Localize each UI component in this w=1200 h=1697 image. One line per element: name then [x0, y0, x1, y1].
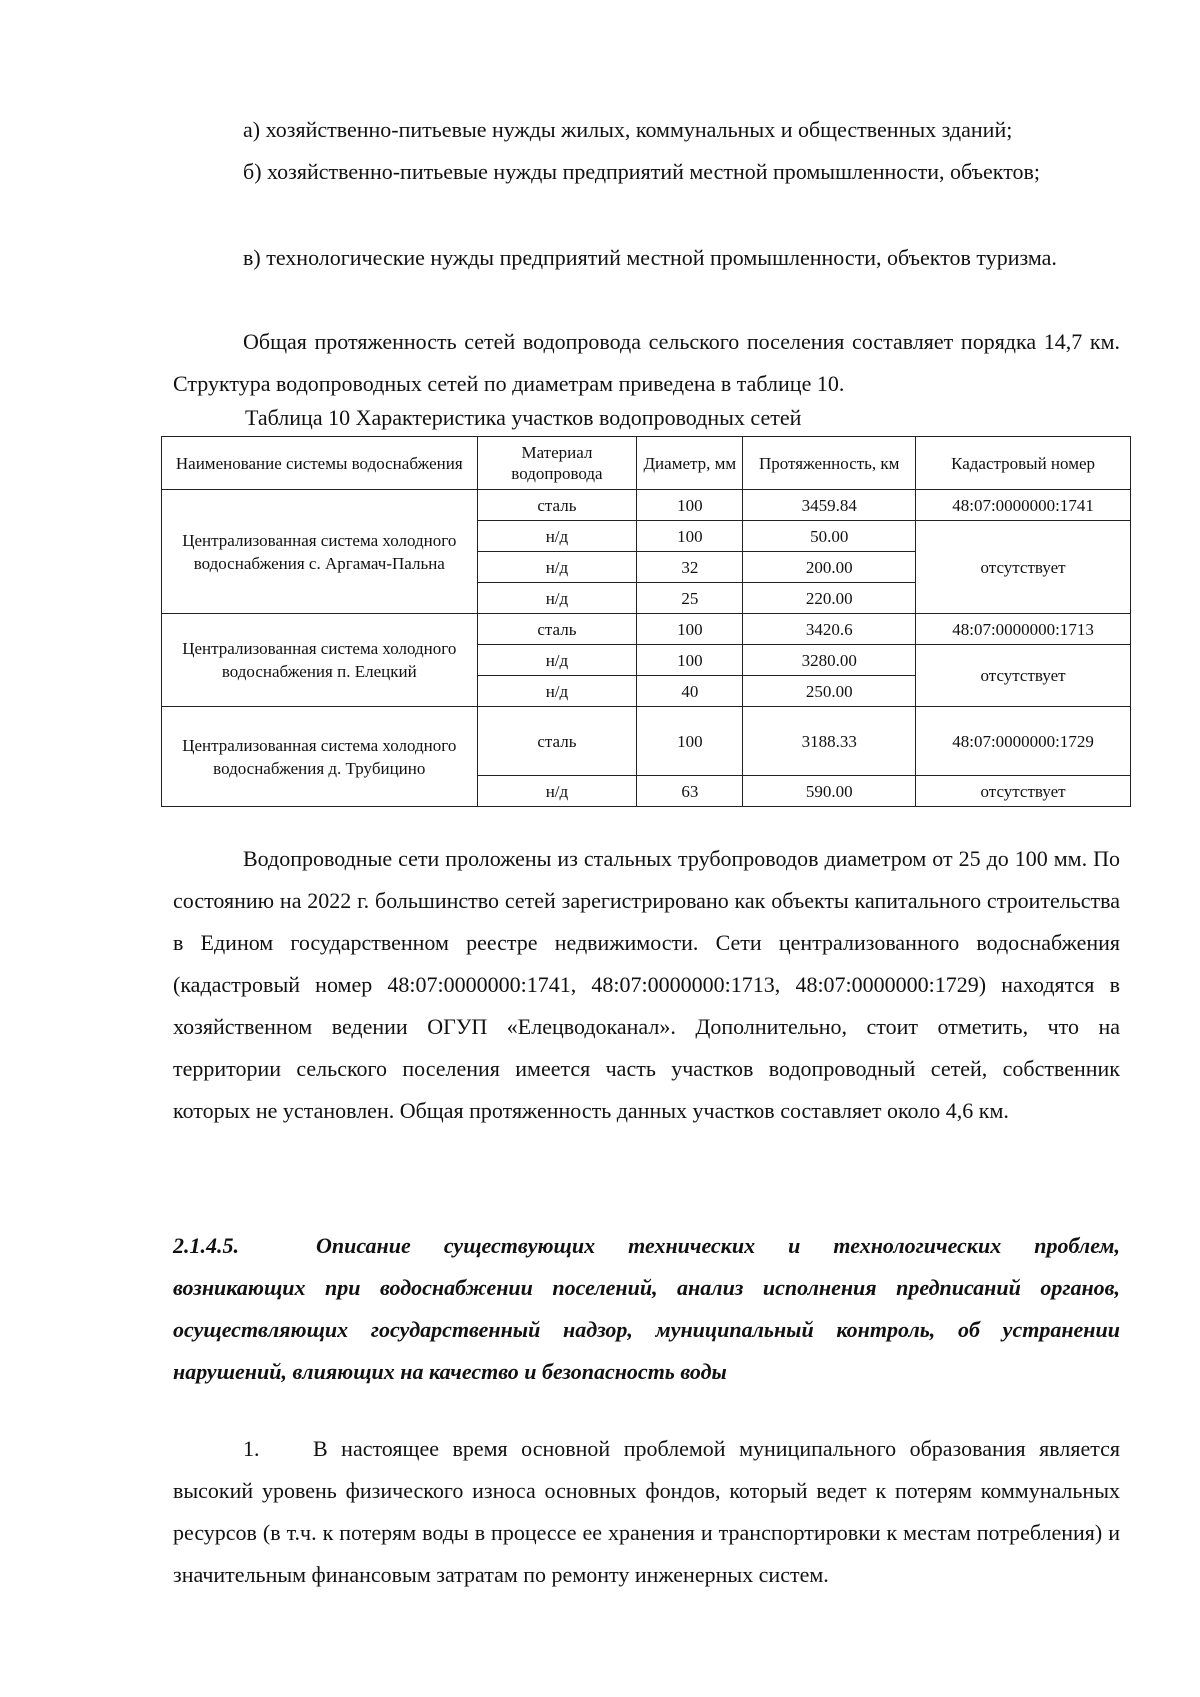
table-header-row: [162, 437, 1131, 490]
table-row: [162, 707, 1131, 776]
header-cadastral: Кадастровый номер: [916, 437, 1131, 490]
length-cell: 200.00: [743, 552, 916, 583]
header-material: Материал водопровода: [477, 437, 637, 490]
cadastral-cell: отсутствует: [916, 521, 1131, 614]
cadastral-cell: 48:07:0000000:1713: [916, 614, 1131, 645]
water-network-table: [161, 436, 1131, 807]
diameter-cell: 25: [637, 583, 743, 614]
table-row: [162, 490, 1131, 521]
system-name-cell: Централизованная система холодного водоснабжения с. Аргамач-Пальна: [162, 490, 478, 614]
length-cell: 50.00: [743, 521, 916, 552]
header-diameter: Диаметр, мм: [637, 437, 743, 490]
paragraph-item-c: в) технологические нужды предприятий местной промышленности, объектов туризма.: [243, 245, 1057, 270]
cadastral-cell: отсутствует: [916, 776, 1131, 807]
paragraph-network-length: Общая протяженность сетей водопровода сельского поселения составляет порядка 14,7 км. Структура водопроводных сетей по диаметрам приведена в таблице 10.: [173, 329, 1120, 396]
cadastral-cell: 48:07:0000000:1741: [916, 490, 1131, 521]
diameter-cell: 63: [637, 776, 743, 807]
table-row: [162, 614, 1131, 645]
paragraph-item-a: а) хозяйственно-питьевые нужды жилых, коммунальных и общественных зданий;: [243, 117, 1013, 142]
length-cell: 3459.84: [743, 490, 916, 521]
problem-item: [173, 1428, 1120, 1596]
table-caption: Таблица 10 Характеристика участков водопроводных сетей: [245, 405, 802, 430]
header-system: Наименование системы водоснабжения: [162, 437, 478, 490]
length-cell: 3280.00: [743, 645, 916, 676]
material-cell: сталь: [477, 490, 637, 521]
section-heading: [173, 1225, 1120, 1393]
material-cell: н/д: [477, 776, 637, 807]
cadastral-cell: отсутствует: [916, 645, 1131, 707]
length-cell: 3188.33: [743, 707, 916, 776]
problem-number: 1.: [243, 1436, 260, 1461]
length-cell: 220.00: [743, 583, 916, 614]
section-number: 2.1.4.5.: [173, 1233, 239, 1258]
header-length: Протяженность, км: [743, 437, 916, 490]
problem-text: В настоящее время основной проблемой муниципального образования является высокий уровень физического износа основных фондов, который ведет к потерям коммунальных ресурсов (в т.ч. к потерям воды в процессе ее хранения и транспортировки к местам потребления) и значительным финансовым затратам по ремонту инженерных систем.: [173, 1436, 1120, 1587]
length-cell: 3420.6: [743, 614, 916, 645]
material-cell: н/д: [477, 676, 637, 707]
diameter-cell: 100: [637, 521, 743, 552]
paragraph-item-b: б) хозяйственно-питьевые нужды предприятий местной промышленности, объектов;: [243, 159, 1041, 184]
material-cell: н/д: [477, 583, 637, 614]
length-cell: 250.00: [743, 676, 916, 707]
system-name-cell: Централизованная система холодного водоснабжения п. Елецкий: [162, 614, 478, 707]
diameter-cell: 40: [637, 676, 743, 707]
diameter-cell: 100: [637, 645, 743, 676]
material-cell: н/д: [477, 521, 637, 552]
material-cell: сталь: [477, 707, 637, 776]
paragraph-network-description: Водопроводные сети проложены из стальных трубопроводов диаметром от 25 до 100 мм. По состоянию на 2022 г. большинство сетей зарегистрировано как объекты капитального строительства в Едином государственном реестре недвижимости. Сети централизованного водоснабжения (кадастровый номер 48:07:0000000:1741, 48:07:0000000:1713, 48:07:0000000:1729) находятся в хозяйственном ведении ОГУП «Елецводоканал». Дополнительно, стоит отметить, что на территории сельского поселения имеется часть участков водопроводный сетей, собственник которых не установлен. Общая протяженность данных участков составляет около 4,6 км.: [173, 846, 1120, 1123]
section-title: Описание существующих технических и технологических проблем, возникающих при водоснабжении поселений, анализ исполнения предписаний органов, осуществляющих государственный надзор, муниципальный контроль, об устранении нарушений, влияющих на качество и безопасность воды: [173, 1233, 1120, 1384]
material-cell: н/д: [477, 552, 637, 583]
system-name-cell: Централизованная система холодного водоснабжения д. Трубицино: [162, 707, 478, 807]
diameter-cell: 100: [637, 707, 743, 776]
diameter-cell: 100: [637, 490, 743, 521]
diameter-cell: 32: [637, 552, 743, 583]
diameter-cell: 100: [637, 614, 743, 645]
material-cell: н/д: [477, 645, 637, 676]
material-cell: сталь: [477, 614, 637, 645]
cadastral-cell: 48:07:0000000:1729: [916, 707, 1131, 776]
length-cell: 590.00: [743, 776, 916, 807]
